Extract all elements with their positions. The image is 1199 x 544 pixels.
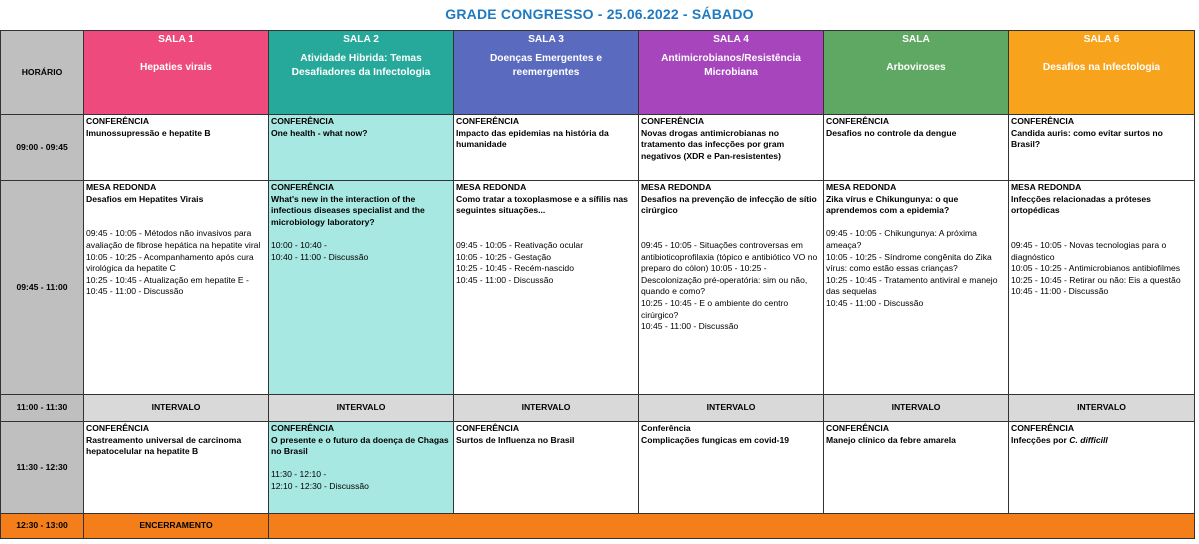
break-cell: INTERVALO — [269, 395, 454, 422]
sala-label: SALA 2 — [343, 34, 379, 45]
closing-fill — [269, 514, 1195, 539]
sala-label: SALA 4 — [713, 34, 749, 45]
session-type: CONFERÊNCIA — [456, 423, 520, 433]
session-cell — [639, 115, 824, 181]
session-cell — [454, 422, 639, 514]
time-cell: 09:45 - 11:00 — [1, 181, 84, 395]
session-type: MESA REDONDA — [1011, 182, 1082, 192]
talk-item: 10:45 - 11:00 - Discussão — [826, 297, 924, 308]
closing-row — [1, 514, 1195, 539]
break-row — [1, 395, 1195, 422]
talk-item: 10:05 - 10:25 - Gestação — [456, 251, 552, 262]
sala-label: SALA — [902, 34, 930, 45]
schedule-grid — [0, 30, 1195, 539]
title-text: Infecções por — [1011, 434, 1070, 445]
schedule-row — [1, 181, 1195, 395]
session-type: MESA REDONDA — [456, 182, 527, 192]
session-title — [1011, 435, 1192, 447]
session-type: CONFERÊNCIA — [86, 116, 150, 126]
session-title: Novas drogas antimicrobianas no tratamento das infecções por gram negativos (XDR e Pan-resistentes) — [641, 127, 785, 161]
session-type: Conferência — [641, 423, 691, 433]
time-cell: 09:00 - 09:45 — [1, 115, 84, 181]
session-cell — [1009, 422, 1195, 514]
talk-item: 10:05 - 10:25 - Síndrome congênita do Zika vírus: como estão essas crianças? — [826, 251, 992, 274]
sala-1-header — [84, 31, 269, 115]
sala-4-header — [639, 31, 824, 115]
session-cell — [84, 181, 269, 395]
session-cell — [639, 181, 824, 395]
talk-item: 09:45 - 10:05 - Reativação ocular — [456, 239, 584, 250]
session-title: One health - what now? — [271, 127, 368, 138]
closing-cell: ENCERRAMENTO — [84, 514, 269, 539]
session-title: Imunossupressão e hepatite B — [86, 127, 211, 138]
talk-item: 10:25 - 10:45 - Retirar ou não: Eis a questão — [1011, 274, 1181, 285]
talk-item: 10:05 - 10:25 - Acompanhamento após cura virológica da hepatite C — [86, 251, 254, 274]
session-type: CONFERÊNCIA — [1011, 423, 1075, 433]
talk-item: 09:45 - 10:05 - Situações controversas em antibioticoprofilaxia (tópico e antibiótico VO no preparo do cólon) 10:05 - 10:25 - Descolonização pré-operatória: sim ou não, quando e como? — [641, 239, 818, 297]
sala-6-header — [1009, 31, 1195, 115]
session-type: CONFERÊNCIA — [271, 182, 335, 192]
talk-item: 11:30 - 12:10 - — [271, 469, 327, 480]
talk-item: 12:10 - 12:30 - Discussão — [271, 480, 369, 491]
talk-item: 10:45 - 11:00 - Discussão — [1011, 286, 1109, 297]
sala-name: Hepaties virais — [140, 62, 212, 73]
session-title: Desafios na prevenção de infecção de sítio cirúrgico — [641, 193, 817, 216]
schedule-row — [1, 115, 1195, 181]
session-cell — [269, 115, 454, 181]
sala-name: Antimicrobianos/Resistência Microbiana — [661, 53, 801, 78]
session-title: Complicações fungicas em covid-19 — [641, 434, 790, 445]
time-cell: 12:30 - 13:00 — [1, 514, 84, 539]
break-cell: INTERVALO — [1009, 395, 1195, 422]
talk-item: 10:25 - 10:45 - E o ambiente do centro cirúrgico? — [641, 297, 789, 320]
session-cell — [639, 422, 824, 514]
talk-item: 09:45 - 10:05 - Novas tecnologias para o diagnóstico — [1011, 239, 1167, 262]
talk-item: 10:25 - 10:45 - Atualização em hepatite E - — [86, 274, 249, 285]
session-cell — [84, 115, 269, 181]
sala-2-header — [269, 31, 454, 115]
session-title: Zika vírus e Chikungunya: o que aprendemos com a epidemia? — [826, 193, 959, 216]
sala-label: SALA 6 — [1083, 34, 1120, 45]
organism-name: C. difficill — [1069, 434, 1108, 445]
sala-name: Doenças Emergentes e reemergentes — [489, 53, 603, 78]
talk-item: 10:25 - 10:45 - Tratamento antiviral e manejo das sequelas — [826, 274, 998, 297]
session-cell — [269, 181, 454, 395]
session-cell — [824, 422, 1009, 514]
session-type: CONFERÊNCIA — [271, 423, 335, 433]
talk-item: 10:00 - 10:40 - — [271, 239, 327, 250]
session-cell — [1009, 181, 1195, 395]
sala-label: SALA 3 — [528, 34, 564, 45]
session-title: Surtos de Influenza no Brasil — [456, 434, 575, 445]
time-cell: 11:00 - 11:30 — [1, 395, 84, 422]
session-type: CONFERÊNCIA — [641, 116, 705, 126]
session-type: CONFERÊNCIA — [456, 116, 520, 126]
session-type: CONFERÊNCIA — [826, 423, 890, 433]
talk-item: 10:45 - 11:00 - Discussão — [86, 286, 184, 297]
horario-header: HORÁRIO — [1, 31, 84, 115]
session-title: Candida auris: como evitar surtos no Brasil? — [1011, 127, 1163, 150]
session-title: What's new in the interaction of the infectious diseases specialist and the microbiology laboratory? — [271, 193, 425, 227]
talk-item: 10:25 - 10:45 - Recém-nascido — [456, 263, 574, 274]
session-type: CONFERÊNCIA — [86, 423, 150, 433]
sala-name: Atividade Hibrida: Temas Desafiadores da Infectologia — [291, 53, 431, 78]
talk-item: 09:45 - 10:05 - Chikungunya: A próxima ameaça? — [826, 228, 977, 250]
break-cell: INTERVALO — [454, 395, 639, 422]
sala-5-header — [824, 31, 1009, 115]
sala-name: Arboviroses — [886, 62, 946, 73]
session-cell — [824, 181, 1009, 395]
session-cell — [1009, 115, 1195, 181]
session-type: MESA REDONDA — [86, 182, 157, 192]
session-cell — [454, 115, 639, 181]
break-cell: INTERVALO — [824, 395, 1009, 422]
session-cell — [454, 181, 639, 395]
break-cell: INTERVALO — [639, 395, 824, 422]
schedule-row — [1, 422, 1195, 514]
session-type: CONFERÊNCIA — [271, 116, 335, 126]
talk-item: 10:40 - 11:00 - Discussão — [271, 251, 369, 262]
session-type: MESA REDONDA — [641, 182, 712, 192]
session-title: Infecções relacionadas a próteses ortopédicas — [1011, 193, 1151, 216]
break-cell: INTERVALO — [84, 395, 269, 422]
talk-item: 09:45 - 10:05 - Métodos não invasivos para avaliação de fibrose hepática na hepatite viral — [86, 228, 261, 250]
header-row — [1, 31, 1195, 115]
session-cell — [269, 422, 454, 514]
session-type: CONFERÊNCIA — [1011, 116, 1075, 126]
talk-item: 10:05 - 10:25 - Antimicrobianos antibiofilmes — [1011, 263, 1181, 274]
session-title: Rastreamento universal de carcinoma hepatocelular na hepatite B — [86, 434, 242, 457]
session-title: Desafios no controle da dengue — [826, 127, 957, 138]
session-title: Como tratar a toxoplasmose e a sífilis nas seguintes situações... — [456, 193, 628, 216]
talk-item: 10:45 - 11:00 - Discussão — [456, 274, 554, 285]
session-cell — [824, 115, 1009, 181]
sala-3-header — [454, 31, 639, 115]
session-title: O presente e o futuro da doença de Chagas no Brasil — [271, 434, 449, 457]
session-title: Desafios em Hepatites Virais — [86, 193, 204, 204]
sala-label: SALA 1 — [158, 34, 194, 45]
session-type: MESA REDONDA — [826, 182, 897, 192]
talk-item: 10:45 - 11:00 - Discussão — [641, 321, 739, 332]
session-type: CONFERÊNCIA — [826, 116, 890, 126]
time-cell: 11:30 - 12:30 — [1, 422, 84, 514]
session-title: Impacto das epidemias na história da humanidade — [456, 127, 609, 150]
session-cell — [84, 422, 269, 514]
page-title: GRADE CONGRESSO - 25.06.2022 - SÁBADO — [445, 6, 754, 22]
session-title: Manejo clínico da febre amarela — [826, 434, 956, 445]
sala-name: Desafios na Infectologia — [1042, 62, 1161, 73]
